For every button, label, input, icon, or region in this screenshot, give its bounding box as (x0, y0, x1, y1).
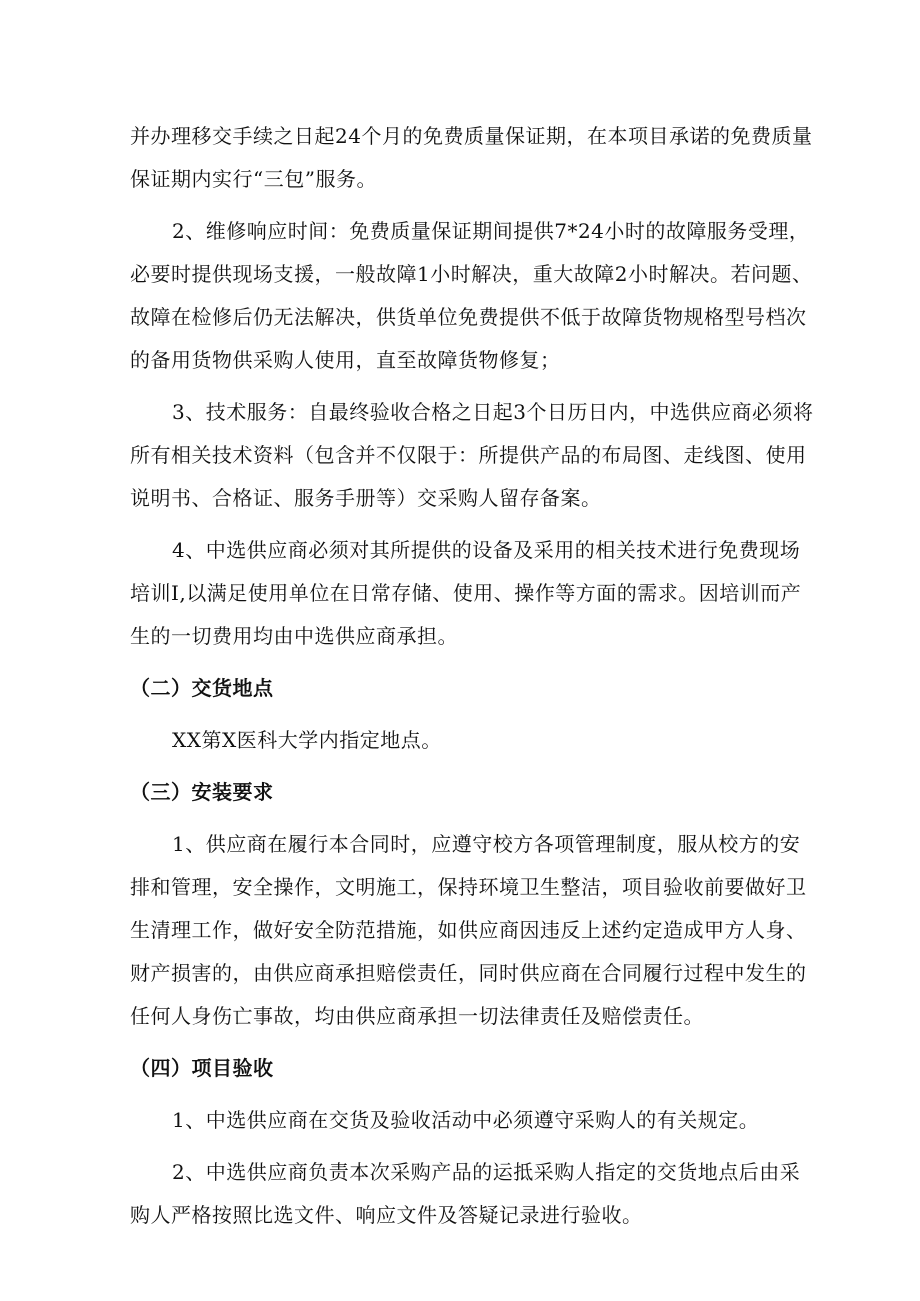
text-line: 购人严格按照比选文件、响应文件及答疑记录进行验收。 (130, 1203, 643, 1227)
text-line: 财产损害的，由供应商承担赔偿责任，同时供应商在合同履行过程中发生的 (130, 961, 807, 985)
section-heading: （三）安装要求 (130, 780, 274, 804)
text-line: 说明书、合格证、服务手册等）交采购人留存备案。 (130, 486, 602, 510)
text-line: 故障在检修后仍无法解决，供货单位免费提供不低于故障货物规格型号档次 (130, 305, 807, 329)
text-line: 1、中选供应商在交货及验收活动中必须遵守采购人的有关规定。 (172, 1108, 760, 1132)
section-heading: （二）交货地点 (130, 676, 274, 700)
text-line: 4、中选供应商必须对其所提供的设备及采用的相关技术进行免费现场 (172, 538, 801, 562)
text-line: 所有相关技术资料（包含并不仅限于：所提供产品的布局图、走线图、使用 (130, 443, 807, 467)
text-line: 保证期内实行“三包”服务。 (130, 167, 377, 191)
text-line: 的备用货物供采购人使用，直至故障货物修复； (130, 348, 561, 372)
text-line: 排和管理，安全操作，文明施工，保持环境卫生整洁，项目验收前要做好卫 (130, 875, 807, 899)
text-line: 1、供应商在履行本合同时，应遵守校方各项管理制度，服从校方的安 (172, 832, 801, 856)
text-line: 必要时提供现场支援，一般故障1小时解决，重大故障2小时解决。若问题、 (130, 262, 813, 286)
text-line: 2、中选供应商负责本次采购产品的运抵采购人指定的交货地点后由采 (172, 1160, 801, 1184)
section-heading: （四）项目验收 (130, 1056, 274, 1080)
text-line: 培训I,以满足使用单位在日常存储、使用、操作等方面的需求。因培训而产 (130, 581, 802, 605)
text-line: XX第X医科大学内指定地点。 (172, 728, 442, 752)
text-line: 3、技术服务：自最终验收合格之日起3个日历日内，中选供应商必须将 (172, 400, 814, 424)
text-line: 生的一切费用均由中选供应商承担。 (130, 624, 458, 648)
text-line: 并办理移交手续之日起24个月的免费质量保证期，在本项目承诺的免费质量 (130, 124, 813, 148)
text-line: 任何人身伤亡事故，均由供应商承担一切法律责任及赔偿责任。 (130, 1004, 704, 1028)
text-line: 2、维修响应时间：免费质量保证期间提供7*24小时的故障服务受理， (172, 219, 810, 243)
text-line: 生清理工作，做好安全防范措施，如供应商因违反上述约定造成甲方人身、 (130, 918, 807, 942)
